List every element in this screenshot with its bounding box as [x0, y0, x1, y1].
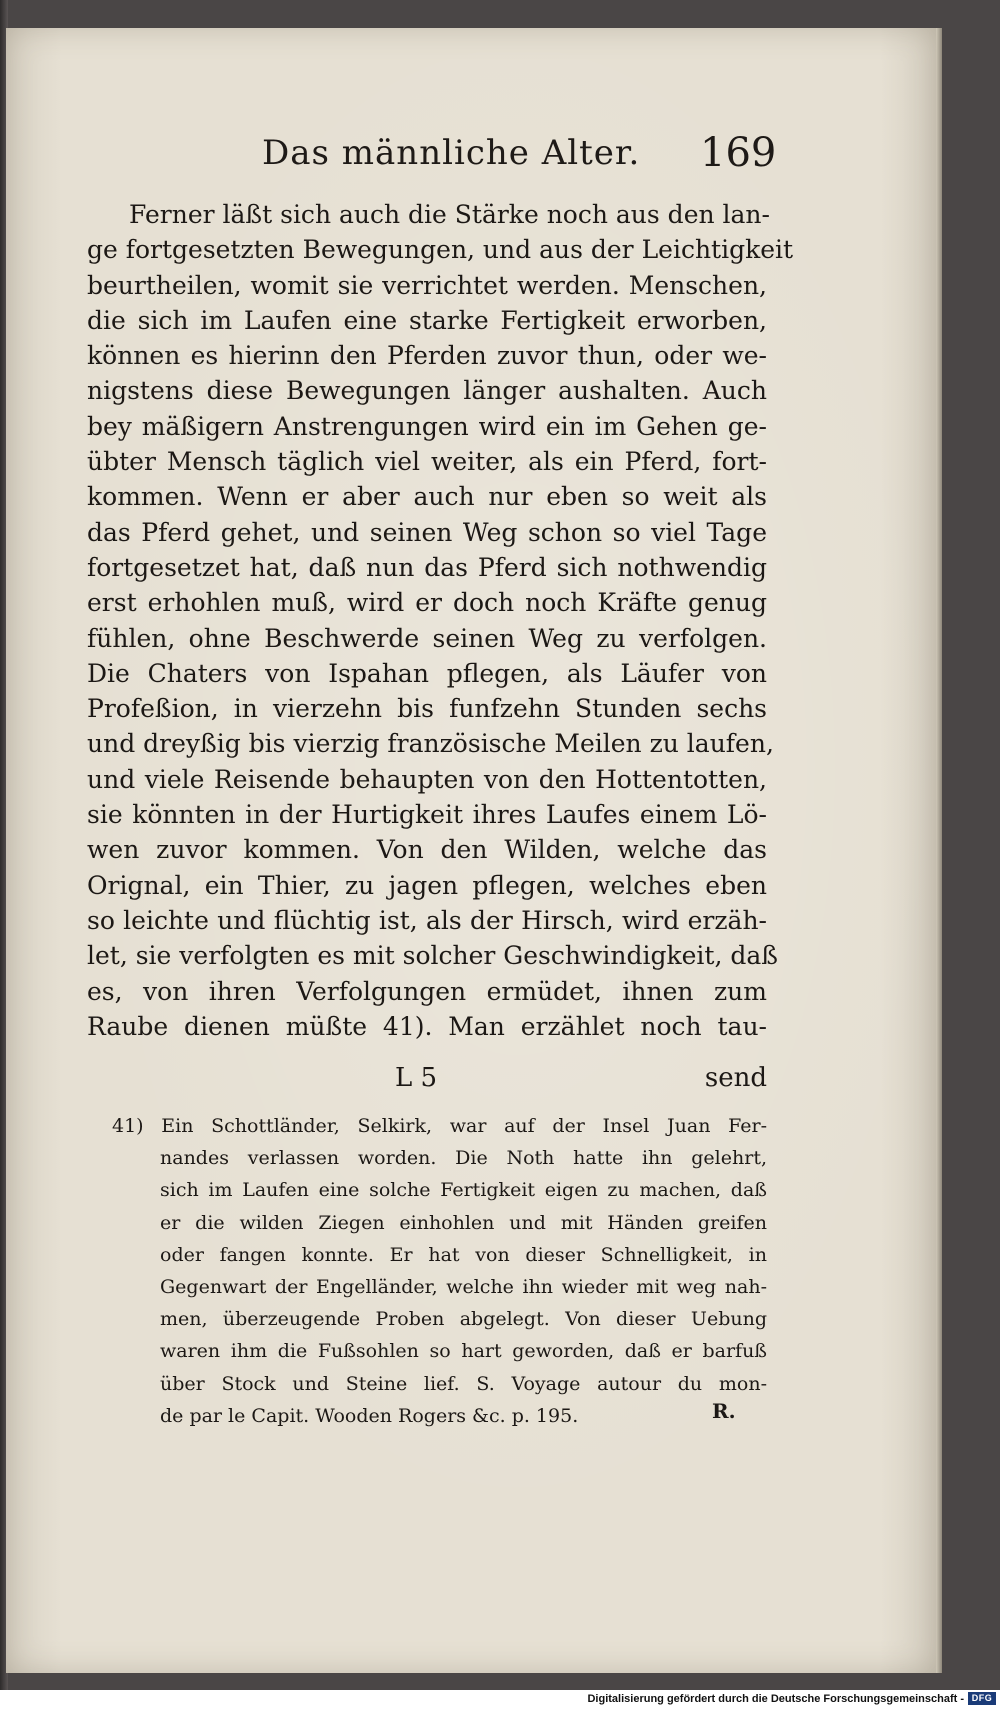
footnote-line: waren ihm die Fußsohlen so hart geworden, daß er barfuß: [160, 1340, 767, 1363]
body-line: und dreyßig bis vierzig französische Meilen zu laufen,: [87, 729, 774, 759]
signature-row: [87, 1058, 767, 1098]
footnote-line: über Stock und Steine lief. S. Voyage autour du mon-: [160, 1372, 767, 1395]
body-line: so leichte und flüchtig ist, als der Hirsch, wird erzäh-: [87, 905, 767, 935]
page-edge: [936, 28, 942, 1673]
body-line: fortgesetzet hat, daß nun das Pferd sich nothwendig: [87, 552, 767, 582]
dfg-logo: DFG: [968, 1692, 996, 1705]
body-line: das Pferd gehet, und seinen Weg schon so viel Tage: [87, 517, 767, 547]
footnote: [112, 1110, 767, 1432]
body-line: nigstens diese Bewegungen länger aushalten. Auch: [87, 376, 767, 406]
catchword: send: [704, 1063, 767, 1093]
body-line: ge fortgesetzten Bewegungen, und aus der Leichtigkeit: [87, 235, 794, 265]
body-line: erst erhohlen muß, wird er doch noch Kräfte genug: [87, 588, 767, 618]
body-line: übter Mensch täglich viel weiter, als ein Pferd, fort-: [87, 447, 767, 477]
body-line: beurtheilen, womit sie verrichtet werden. Menschen,: [87, 270, 767, 300]
digitization-credit: Digitalisierung gefördert durch die Deutsche Forschungsgemeinschaft -: [587, 1693, 964, 1705]
body-line: kommen. Wenn er aber auch nur eben so weit als: [87, 482, 767, 512]
body-line: Orignal, ein Thier, zu jagen pflegen, welches eben: [87, 870, 767, 900]
footnote-line: 41) Ein Schottländer, Selkirk, war auf der Insel Juan Fer-: [112, 1115, 767, 1137]
footnote-line: de par le Capit. Wooden Rogers &c. p. 195.: [160, 1404, 579, 1427]
running-title: Das männliche Alter.: [262, 133, 641, 173]
body-line: bey mäßigern Anstrengungen wird ein im Gehen ge-: [87, 411, 767, 441]
body-line: sie könnten in der Hurtigkeit ihres Laufes einem Lö-: [87, 800, 767, 830]
body-line: können es hierinn den Pferden zuvor thun, oder we-: [87, 341, 767, 371]
body-line: die sich im Laufen eine starke Fertigkeit erworben,: [87, 305, 767, 335]
footnote-line: oder fangen konnte. Er hat von dieser Schnelligkeit, in: [160, 1243, 767, 1266]
footnote-line: nandes verlassen worden. Die Noth hatte ihn gelehrt,: [160, 1147, 767, 1170]
footnote-line: men, überzeugende Proben abgelegt. Von dieser Uebung: [160, 1308, 767, 1331]
signature-mark: L 5: [395, 1063, 438, 1093]
footnote-line: sich im Laufen eine solche Fertigkeit eigen zu machen, daß: [160, 1179, 767, 1202]
body-line: Ferner läßt sich auch die Stärke noch aus den lan-: [129, 200, 770, 229]
body-text: [87, 197, 794, 1044]
body-line: fühlen, ohne Beschwerde seinen Weg zu verfolgen.: [87, 623, 767, 653]
body-line: und viele Reisende behaupten von den Hottentotten,: [87, 764, 767, 794]
footnote-sign: R.: [712, 1399, 736, 1423]
footnote-line: er die wilden Ziegen einhohlen und mit Händen greifen: [160, 1211, 767, 1234]
page-number: 169: [700, 130, 777, 176]
body-line: Die Chaters von Ispahan pflegen, als Läufer von: [87, 658, 767, 688]
body-line: wen zuvor kommen. Von den Wilden, welche das: [87, 835, 767, 865]
body-line: es, von ihren Verfolgungen ermüdet, ihnen zum: [87, 976, 767, 1006]
body-line: Raube dienen müßte 41). Man erzählet noch tau-: [87, 1011, 767, 1041]
body-line: Profeßion, in vierzehn bis funfzehn Stunden sechs: [87, 694, 767, 724]
body-line: let, sie verfolgten es mit solcher Geschwindigkeit, daß: [87, 941, 778, 971]
footnote-line: Gegenwart der Engelländer, welche ihn wieder mit weg nah-: [160, 1275, 767, 1298]
